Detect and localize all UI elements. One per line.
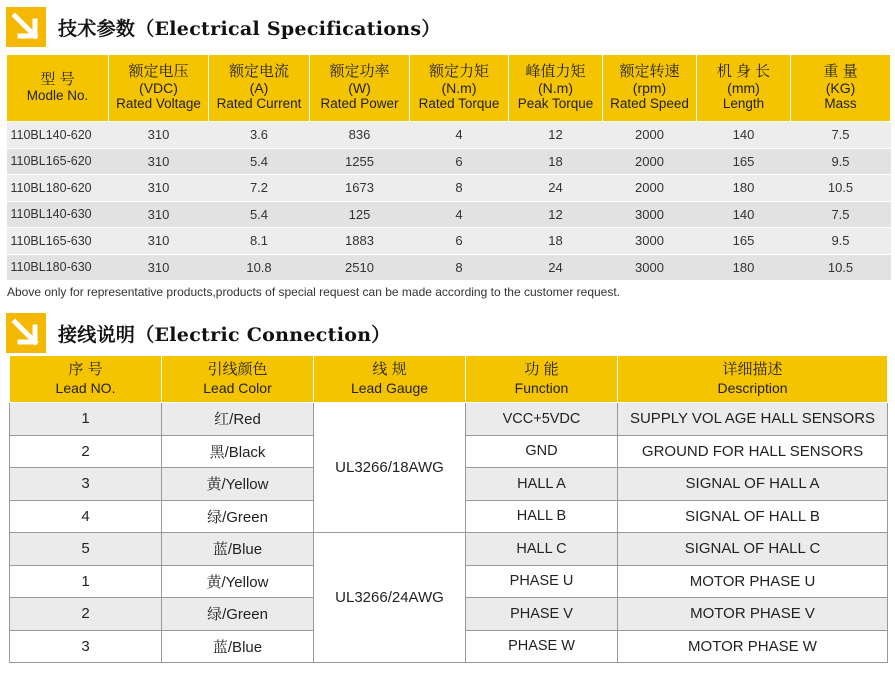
value-cell: 3000 — [603, 201, 697, 228]
header-cn-label: 型 号 — [40, 71, 75, 88]
value-cell: 10.5 — [791, 175, 891, 202]
footnote: Above only for representative products,products of special request can be made according to the customer request. — [7, 285, 621, 299]
header-cn-label: 详细描述 — [722, 361, 783, 378]
lead-color-cell: 黑/Black — [162, 435, 314, 468]
header-cn-label: 峰值力矩 — [525, 63, 586, 80]
value-cell: 12 — [509, 122, 603, 149]
header-unit-label: (rpm) — [632, 80, 667, 96]
value-cell: 4 — [410, 122, 509, 149]
lead-number-cell: 3 — [10, 468, 162, 501]
section-header-connection — [6, 312, 391, 354]
lead-color-cell: 绿/Green — [162, 500, 314, 533]
header-en-label: Peak Torque — [517, 96, 594, 111]
value-cell: 310 — [109, 148, 209, 175]
header-cn-label: 重 量 — [823, 63, 858, 80]
header-en-label: Rated Current — [216, 96, 302, 111]
value-cell: 180 — [697, 175, 791, 202]
connection-header-row — [10, 356, 888, 403]
model-cell: 110BL180-630 — [7, 254, 109, 281]
connection-header-cell — [314, 356, 466, 403]
header-en-label: Lead Color — [203, 380, 272, 396]
value-cell: 8 — [410, 175, 509, 202]
header-en-label: Length — [722, 96, 765, 111]
header-cn-label: 序 号 — [68, 361, 103, 378]
value-cell: 2000 — [603, 148, 697, 175]
header-cn-label: 额定转速 — [619, 63, 680, 80]
value-cell: 310 — [109, 254, 209, 281]
value-cell: 2000 — [603, 175, 697, 202]
table-row — [7, 175, 891, 202]
function-cell: HALL B — [466, 500, 618, 533]
value-cell: 8 — [410, 254, 509, 281]
function-cell: HALL C — [466, 533, 618, 566]
spec-header-cell — [791, 55, 891, 122]
header-en-label: Rated Speed — [610, 96, 689, 111]
section-header-specs — [6, 6, 441, 48]
header-unit-label: (VDC) — [139, 80, 178, 96]
description-cell: MOTOR PHASE U — [618, 565, 888, 598]
connection-header-cell — [10, 356, 162, 403]
function-cell: PHASE V — [466, 598, 618, 631]
value-cell: 6 — [410, 148, 509, 175]
value-cell: 125 — [310, 201, 410, 228]
value-cell: 310 — [109, 122, 209, 149]
header-en-label: Mass — [824, 96, 857, 111]
lead-color-cell: 黄/Yellow — [162, 565, 314, 598]
value-cell: 10.5 — [791, 254, 891, 281]
spec-header-cell — [509, 55, 603, 122]
connection-header-cell — [618, 356, 888, 403]
lead-number-cell: 1 — [10, 403, 162, 436]
table-row — [10, 533, 888, 566]
lead-number-cell: 1 — [10, 565, 162, 598]
header-cn-label: 线 规 — [372, 361, 407, 378]
connection-header-cell — [162, 356, 314, 403]
lead-color-cell: 蓝/Blue — [162, 630, 314, 663]
value-cell: 836 — [310, 122, 410, 149]
spec-header-cell — [410, 55, 509, 122]
function-cell: PHASE W — [466, 630, 618, 663]
value-cell: 3000 — [603, 228, 697, 255]
header-en-label: Description — [717, 380, 788, 396]
lead-number-cell: 4 — [10, 500, 162, 533]
header-unit-label: (N.m) — [441, 80, 477, 96]
description-cell: GROUND FOR HALL SENSORS — [618, 435, 888, 468]
value-cell: 7.2 — [209, 175, 310, 202]
header-en-label: Function — [514, 380, 569, 396]
value-cell: 165 — [697, 148, 791, 175]
table-row — [7, 254, 891, 281]
lead-color-cell: 黄/Yellow — [162, 468, 314, 501]
spec-header-row — [7, 55, 891, 122]
value-cell: 3.6 — [209, 122, 310, 149]
lead-color-cell: 绿/Green — [162, 598, 314, 631]
value-cell: 4 — [410, 201, 509, 228]
spec-header-cell — [109, 55, 209, 122]
header-en-label: Lead Gauge — [350, 380, 429, 396]
header-cn-label: 功 能 — [524, 361, 559, 378]
lead-color-cell: 红/Red — [162, 403, 314, 436]
header-unit-label: (N.m) — [538, 80, 573, 96]
header-cn-label: 额定力矩 — [428, 63, 489, 80]
header-cn-label: 引线颜色 — [207, 361, 268, 378]
description-cell: SIGNAL OF HALL A — [618, 468, 888, 501]
header-unit-label: (KG) — [825, 80, 856, 96]
description-cell: SUPPLY VOL AGE HALL SENSORS — [618, 403, 888, 436]
value-cell: 7.5 — [791, 122, 891, 149]
lead-number-cell: 2 — [10, 435, 162, 468]
value-cell: 8.1 — [209, 228, 310, 255]
model-cell: 110BL180-620 — [7, 175, 109, 202]
description-cell: SIGNAL OF HALL C — [618, 533, 888, 566]
value-cell: 18 — [509, 228, 603, 255]
lead-gauge-cell: UL3266/18AWG — [314, 403, 466, 533]
value-cell: 1673 — [310, 175, 410, 202]
table-row — [7, 201, 891, 228]
header-cn-label: 额定功率 — [329, 63, 390, 80]
table-row — [7, 122, 891, 149]
value-cell: 310 — [109, 201, 209, 228]
value-cell: 7.5 — [791, 201, 891, 228]
value-cell: 3000 — [603, 254, 697, 281]
value-cell: 2000 — [603, 122, 697, 149]
table-row — [7, 148, 891, 175]
header-cn-label: 机 身 长 — [716, 63, 771, 80]
value-cell: 310 — [109, 228, 209, 255]
model-cell: 110BL140-630 — [7, 201, 109, 228]
table-row — [10, 403, 888, 436]
value-cell: 18 — [509, 148, 603, 175]
lead-number-cell: 5 — [10, 533, 162, 566]
spec-header-cell — [7, 55, 109, 122]
arrow-down-right-icon — [6, 7, 46, 47]
value-cell: 310 — [109, 175, 209, 202]
header-en-label: Modle No. — [26, 88, 89, 103]
spec-header-cell — [603, 55, 697, 122]
model-cell: 110BL165-620 — [7, 148, 109, 175]
value-cell: 5.4 — [209, 201, 310, 228]
lead-number-cell: 3 — [10, 630, 162, 663]
spec-table — [6, 54, 891, 281]
section-title-connection: 接线说明（Electric Connection） — [58, 323, 391, 346]
description-cell: MOTOR PHASE W — [618, 630, 888, 663]
value-cell: 9.5 — [791, 228, 891, 255]
spec-header-cell — [209, 55, 310, 122]
header-en-label: Rated Voltage — [116, 96, 201, 111]
value-cell: 1883 — [310, 228, 410, 255]
function-cell: HALL A — [466, 468, 618, 501]
spec-header-cell — [697, 55, 791, 122]
value-cell: 6 — [410, 228, 509, 255]
lead-number-cell: 2 — [10, 598, 162, 631]
value-cell: 12 — [509, 201, 603, 228]
header-cn-label: 额定电压 — [128, 63, 189, 80]
header-en-label: Rated Power — [320, 96, 399, 111]
value-cell: 2510 — [310, 254, 410, 281]
value-cell: 1255 — [310, 148, 410, 175]
header-en-label: Rated Torque — [418, 96, 500, 111]
value-cell: 10.8 — [209, 254, 310, 281]
value-cell: 24 — [509, 254, 603, 281]
model-cell: 110BL140-620 — [7, 122, 109, 149]
value-cell: 165 — [697, 228, 791, 255]
model-cell: 110BL165-630 — [7, 228, 109, 255]
lead-color-cell: 蓝/Blue — [162, 533, 314, 566]
value-cell: 140 — [697, 122, 791, 149]
function-cell: PHASE U — [466, 565, 618, 598]
header-cn-label: 额定电流 — [228, 63, 289, 80]
header-unit-label: (W) — [348, 80, 371, 96]
value-cell: 24 — [509, 175, 603, 202]
value-cell: 180 — [697, 254, 791, 281]
function-cell: GND — [466, 435, 618, 468]
connection-table — [9, 355, 888, 663]
header-unit-label: (mm) — [727, 80, 760, 96]
section-title-specs: 技术参数（Electrical Specifications） — [58, 17, 441, 40]
connection-header-cell — [466, 356, 618, 403]
table-row — [7, 228, 891, 255]
header-en-label: Lead NO. — [55, 380, 116, 396]
spec-header-cell — [310, 55, 410, 122]
function-cell: VCC+5VDC — [466, 403, 618, 436]
value-cell: 9.5 — [791, 148, 891, 175]
value-cell: 140 — [697, 201, 791, 228]
description-cell: SIGNAL OF HALL B — [618, 500, 888, 533]
header-unit-label: (A) — [249, 80, 269, 96]
lead-gauge-cell: UL3266/24AWG — [314, 533, 466, 663]
arrow-down-right-icon — [6, 313, 46, 353]
description-cell: MOTOR PHASE V — [618, 598, 888, 631]
value-cell: 5.4 — [209, 148, 310, 175]
